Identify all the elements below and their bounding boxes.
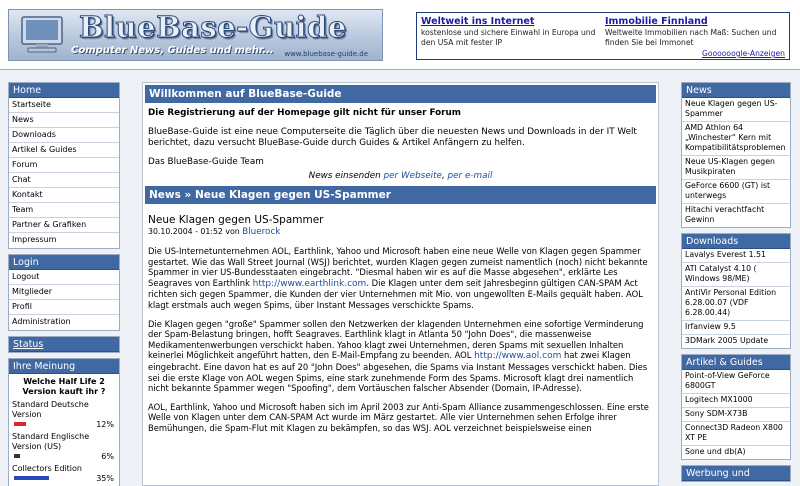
status-box	[8, 336, 120, 353]
login-link[interactable]: Profil	[9, 300, 119, 315]
ad-unit	[421, 16, 601, 48]
ad-title-link[interactable]: Weltweit ins Internet	[421, 16, 535, 27]
welcome-team: Das BlueBase-Guide Team	[148, 157, 264, 167]
logo-title: BlueBase-Guide	[79, 10, 347, 44]
news-item-link[interactable]: Hitachi verachtfacht Gewinn	[685, 205, 765, 224]
nav-link[interactable]: Impressum	[12, 235, 57, 244]
ads-side-header: Werbung und	[682, 466, 790, 481]
ad-text: kostenlose und sichere Einwahl in Europa und den USA mit fester IP	[421, 28, 596, 47]
google-ads-link[interactable]: Goooooogle-Anzeigen	[701, 49, 785, 58]
submit-separator: ,	[441, 171, 448, 181]
poll-result-percent: 6%	[101, 452, 114, 461]
registration-notice: Die Registrierung auf der Homepage gilt nicht für unser Forum	[148, 108, 461, 118]
google-ad-box	[416, 12, 790, 60]
submit-web-link[interactable]: per Webseite	[383, 171, 442, 181]
poll-option-label: Standard Englische Version (US)	[12, 432, 90, 451]
login-header: Login	[9, 255, 119, 270]
nav-link[interactable]: Partner & Grafiken	[9, 218, 119, 233]
article-author-link[interactable]: Bluerock	[242, 227, 281, 237]
download-item-link[interactable]: 3DMark 2005 Update	[685, 336, 769, 345]
poll-result-row	[12, 420, 116, 431]
poll-result-row	[12, 474, 116, 485]
logo-tagline: Computer News, Guides und mehr...	[71, 45, 274, 56]
nav-link[interactable]: Team	[9, 203, 119, 218]
login-link[interactable]: Administration	[12, 317, 71, 326]
paragraph-text: hat zwei Klagen eingebracht. Eine davon hat es auf 20 "John Does" abgesehen, die Spams via Instant Messages verschickt haben. Dies sei die erste Klage von AOL wegen Spims, eine stark zunehmende Form des Spams. Microsoft klagt drei namentlich nicht bekannte Spammer wegen "Spoofing", dem Vortäuschen falscher Absender (Domain, IP-Adresse).	[148, 350, 648, 394]
poll-result-bar	[14, 454, 20, 458]
poll-result-row	[12, 452, 116, 463]
computer-icon	[16, 16, 68, 54]
download-item-link[interactable]: Lavalys Everest 1.51	[682, 249, 790, 263]
site-header	[0, 0, 800, 70]
poll-result-bar	[14, 422, 26, 426]
ad-unit	[605, 16, 785, 48]
site-logo[interactable]	[8, 9, 383, 61]
main-content	[142, 82, 659, 486]
news-item-link[interactable]: Neue Klagen gegen US-Spammer	[682, 98, 790, 122]
article-item-link[interactable]: Connect3D Radeon X800 XT PE	[682, 422, 790, 446]
nav-header[interactable]: Home	[9, 83, 119, 98]
submit-mail-link[interactable]: per e-mail	[447, 171, 493, 181]
news-submit-line	[148, 171, 653, 182]
news-item-link[interactable]: AMD Athlon 64 „Winchester“ Kern mit Kompatibilitätsproblemen	[682, 122, 790, 156]
news-item-link[interactable]: Neue US-Klagen gegen Musikpiraten	[682, 156, 790, 180]
news-header: News	[682, 83, 790, 98]
login-box	[8, 254, 120, 331]
nav-link[interactable]: Chat	[9, 173, 119, 188]
article-paragraph	[148, 246, 653, 311]
aol-link[interactable]: http://www.aol.com	[474, 351, 562, 362]
poll-result-bar	[14, 476, 49, 480]
news-list	[682, 98, 790, 227]
nav-link[interactable]: Forum	[9, 158, 119, 173]
article-item-link[interactable]: Sone und db(A)	[685, 447, 746, 456]
poll-question: Welche Half Life 2 Version kauft ihr ?	[22, 377, 106, 396]
paragraph-text: Die US-Internetunternehmen AOL, Earthlink, Yahoo und Microsoft haben eine neue Welle von Klagen gegen Spammer gestartet. Wie das Wall Street Journal (WSJ) berichtet, wurden Klagen gegen zumeist namentlich (noch) nicht bekannte Spammer in vier US-Bundesstaaten eingebracht. "Diesmal haben wir es auf die Masse abgesehen", erklärte Les Seagraves von Earthlink	[148, 246, 648, 288]
poll-result-percent: 35%	[96, 474, 114, 483]
login-link[interactable]: Logout	[9, 270, 119, 285]
submit-prefix: News einsenden	[308, 171, 384, 181]
downloads-box	[681, 233, 791, 349]
status-header[interactable]: Status	[9, 337, 119, 352]
articles-box	[681, 354, 791, 460]
downloads-header: Downloads	[682, 234, 790, 249]
nav-link[interactable]: News	[9, 113, 119, 128]
nav-link[interactable]: Startseite	[9, 98, 119, 113]
earthlink-link[interactable]: http://www.earthlink.com	[252, 278, 367, 289]
paragraph-text: . Die Klagen unter dem seit Jahresbeginn gültigen CAN-SPAM Act richten sich gegen Spammer, die Kunden der vier Unternehmen mit Mio. von ungewollten E-Mails gequält haben. AOL klagt erstmals auch wegen Spims, über Instant Messages verschickte Spams.	[148, 277, 643, 310]
download-item-link[interactable]: ATI Catalyst 4.10 ( Windows 98/ME)	[682, 263, 790, 287]
poll-option-label: Collectors Edition	[12, 464, 82, 473]
article-item-link[interactable]: Point-of-View GeForce 6800GT	[682, 370, 790, 394]
news-article	[143, 214, 658, 434]
article-item-link[interactable]: Logitech MX1000	[682, 394, 790, 408]
news-section-header: News » Neue Klagen gegen US-Spammer	[145, 186, 656, 204]
nav-link[interactable]: Artikel & Guides	[9, 143, 119, 158]
right-sidebar	[681, 82, 791, 486]
articles-list	[682, 370, 790, 459]
nav-list	[9, 98, 119, 248]
left-sidebar	[8, 82, 120, 486]
poll-body	[9, 374, 119, 486]
article-date: 30.10.2004 - 01:52 von	[148, 227, 243, 236]
downloads-list	[682, 249, 790, 348]
news-box	[681, 82, 791, 228]
article-paragraph: AOL, Earthlink, Yahoo und Microsoft haben sich im April 2003 zur Anti-Spam Alliance zusammengeschlossen. Eine erste Welle von Klagen unter dem CAN-SPAM Act wurde im März gestartet. Alle vier Unternehmen sehen Erfolge ihrer Bemühungen, die Spam-Flut mit Klagen zu bekämpfen, so das WSJ. AOL verzeichnet beispielsweise einen	[148, 401, 649, 433]
article-paragraph	[148, 319, 653, 394]
nav-link[interactable]: Kontakt	[9, 188, 119, 203]
download-item-link[interactable]: Irfanview 9.5	[682, 321, 790, 335]
paragraph-text: Die Klagen gegen "große" Spammer sollen den Netzwerken der klagenden Unternehmen eine sofortige Verminderung der Spam-Belastung bringen, hofft Seagraves. Earthlink klagt in Atlanta 50 "John Does", die massenweise Medikamentenwerbungen verschickt haben. Yahoo klagt zwei Unternehmen, deren Spams mit sexuellen Inhalten keinerlei Möglichkeit angeführt hatten, den E-Mail-Empfang zu beenden. AOL	[148, 318, 644, 361]
welcome-section	[143, 103, 658, 182]
download-item-link[interactable]: AntiVir Personal Edition 6.28.00.07 (VDF 6.28.00.44)	[682, 287, 790, 321]
poll-header: Ihre Meinung	[9, 359, 119, 374]
logo-url: www.bluebase-guide.de	[284, 50, 368, 58]
ad-text: Weltweite Immobilien nach Maß: Suchen und finden Sie bei Immonet	[605, 28, 777, 47]
welcome-header: Willkommen auf BlueBase-Guide	[145, 85, 656, 103]
poll-options	[12, 400, 116, 485]
article-meta	[148, 227, 653, 237]
nav-box	[8, 82, 120, 249]
poll-result-percent: 12%	[96, 420, 114, 429]
article-title: Neue Klagen gegen US-Spammer	[148, 214, 324, 226]
articles-header: Artikel & Guides	[682, 355, 790, 370]
login-link[interactable]: Mitglieder	[9, 285, 119, 300]
poll-box	[8, 358, 120, 486]
welcome-intro: BlueBase-Guide ist eine neue Computerseite die Täglich über die neuesten News und Downloads in der IT Welt berichtet, dazu versucht BlueBase-Guide durch Guides & Artikel Anfängern zu helfen.	[148, 127, 637, 148]
ad-title-link[interactable]: Immobilie Finnland	[605, 16, 708, 27]
news-item-link[interactable]: GeForce 6600 (GT) ist unterwegs	[682, 180, 790, 204]
login-list	[9, 270, 119, 330]
article-item-link[interactable]: Sony SDM-X73B	[682, 408, 790, 422]
ads-side-box	[681, 465, 791, 482]
nav-link[interactable]: Downloads	[9, 128, 119, 143]
poll-option-label: Standard Deutsche Version	[12, 400, 89, 419]
